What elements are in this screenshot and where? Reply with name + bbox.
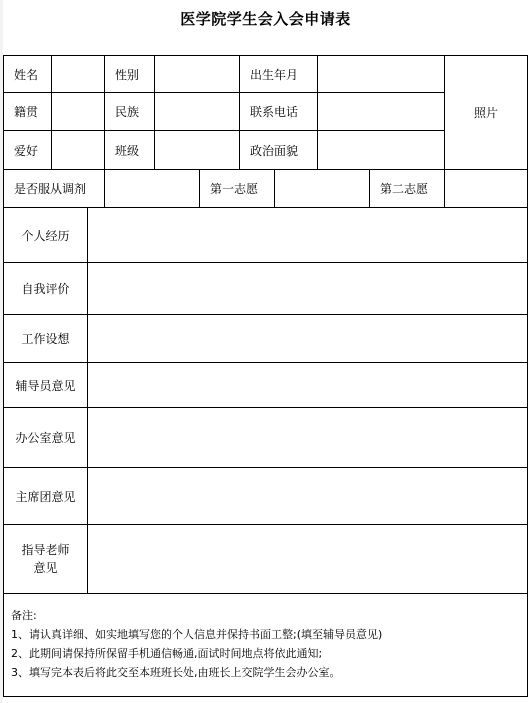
label-name: 姓名 <box>3 55 52 93</box>
label-advisor-opinion <box>3 525 88 594</box>
input-experience[interactable] <box>88 208 528 263</box>
note-item: 3、填写完本表后将此交至本班班长处,由班长上交院学生会办公室。 <box>11 666 341 679</box>
label-advisor-opinion-line1: 指导老师 <box>21 543 70 557</box>
input-self-evaluation[interactable] <box>88 263 528 315</box>
label-native-place: 籍贯 <box>3 93 52 131</box>
label-second-choice: 第二志愿 <box>370 170 445 208</box>
input-political-status[interactable] <box>318 131 445 170</box>
input-counselor-opinion[interactable] <box>88 363 528 408</box>
input-second-choice[interactable] <box>445 170 528 208</box>
label-self-evaluation: 自我评价 <box>3 263 88 315</box>
label-experience: 个人经历 <box>3 208 88 263</box>
photo-box[interactable]: 照片 <box>445 55 528 170</box>
note-item: 1、请认真详细、如实地填写您的个人信息并保持书面工整;(填至辅导员意见) <box>11 628 383 641</box>
label-work-plan: 工作设想 <box>3 315 88 363</box>
input-office-opinion[interactable] <box>88 408 528 468</box>
input-class[interactable] <box>155 131 240 170</box>
input-presidium-opinion[interactable] <box>88 468 528 525</box>
label-office-opinion: 办公室意见 <box>3 408 88 468</box>
input-hobby[interactable] <box>52 131 105 170</box>
label-hobby: 爱好 <box>3 131 52 170</box>
input-phone[interactable] <box>318 93 445 131</box>
label-ethnicity: 民族 <box>105 93 155 131</box>
label-counselor-opinion: 辅导员意见 <box>3 363 88 408</box>
label-class: 班级 <box>105 131 155 170</box>
label-birth: 出生年月 <box>240 55 318 93</box>
label-first-choice: 第一志愿 <box>200 170 275 208</box>
notes-section <box>3 594 528 697</box>
label-political-status: 政治面貌 <box>240 131 318 170</box>
label-presidium-opinion: 主席团意见 <box>3 468 88 525</box>
input-ethnicity[interactable] <box>155 93 240 131</box>
note-item: 2、此期间请保持所保留手机通信畅通,面试时间地点将依此通知; <box>11 647 323 660</box>
input-name[interactable] <box>52 55 105 93</box>
input-advisor-opinion[interactable] <box>88 525 528 594</box>
notes-heading: 备注: <box>11 609 37 622</box>
input-first-choice[interactable] <box>275 170 370 208</box>
label-accept-adjustment: 是否服从调剂 <box>3 170 105 208</box>
input-gender[interactable] <box>155 55 240 93</box>
label-gender: 性别 <box>105 55 155 93</box>
label-advisor-opinion-line2: 意见 <box>33 561 58 575</box>
input-native-place[interactable] <box>52 93 105 131</box>
input-birth[interactable] <box>318 55 445 93</box>
input-work-plan[interactable] <box>88 315 528 363</box>
input-accept-adjustment[interactable] <box>105 170 200 208</box>
form-title: 医学院学生会入会申请表 <box>180 10 351 28</box>
label-phone: 联系电话 <box>240 93 318 131</box>
